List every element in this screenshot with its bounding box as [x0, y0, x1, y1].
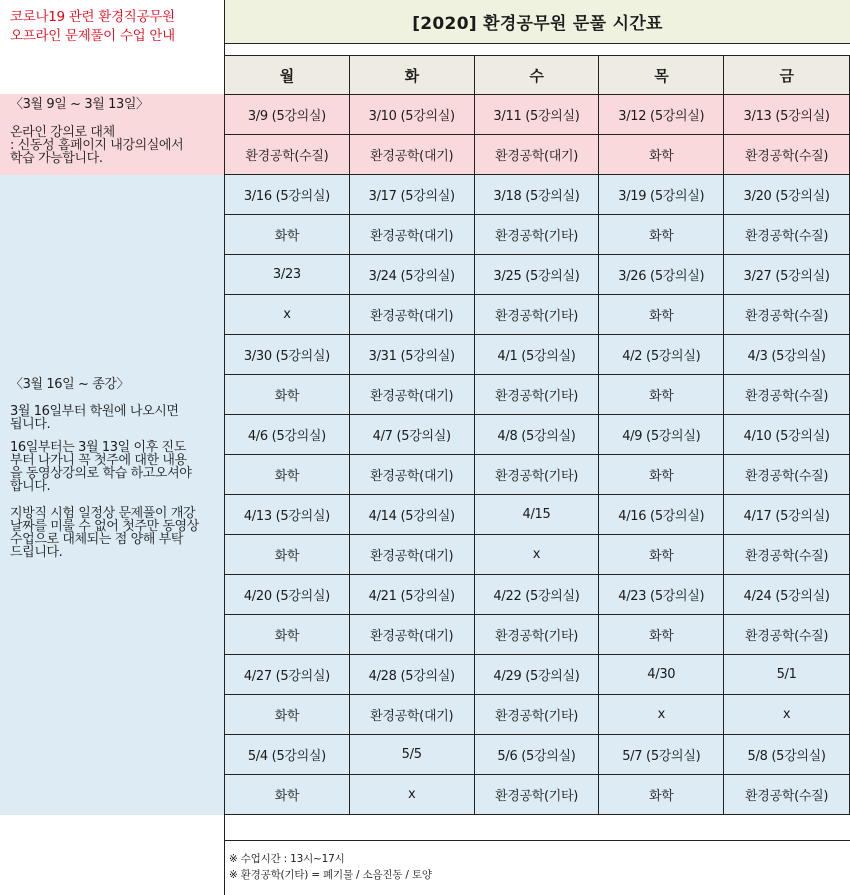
subject-cell: 환경공학(기타): [474, 375, 599, 415]
subject-row: [225, 775, 850, 815]
subject-cell: 환경공학(수질): [724, 455, 850, 495]
date-cell: 4/2 (5강의실): [599, 335, 724, 375]
subject-cell: 환경공학(수질): [724, 375, 850, 415]
footer-notes: [229, 851, 432, 883]
subject-cell: 환경공학(대기): [349, 375, 474, 415]
date-cell: 4/24 (5강의실): [724, 575, 850, 615]
subject-cell: 화학: [225, 695, 350, 735]
subject-cell: 환경공학(대기): [349, 295, 474, 335]
subject-cell: 화학: [599, 615, 724, 655]
date-cell: 3/30 (5강의실): [225, 335, 350, 375]
subject-cell: x: [724, 695, 850, 735]
subject-cell: 화학: [225, 215, 350, 255]
note-class-time: ※ 수업시간 : 13시~17시: [229, 853, 345, 865]
footer-divider: [225, 840, 850, 841]
day-header: 수: [474, 56, 599, 95]
subject-cell: 화학: [225, 455, 350, 495]
date-cell: 3/24 (5강의실): [349, 255, 474, 295]
subject-row: [225, 535, 850, 575]
subject-cell: x: [599, 695, 724, 735]
subject-cell: 환경공학(수질): [724, 135, 850, 175]
date-cell: 3/9 (5강의실): [225, 95, 350, 135]
date-cell: 3/23: [225, 255, 350, 295]
subject-cell: 화학: [599, 455, 724, 495]
date-cell: 4/7 (5강의실): [349, 415, 474, 455]
subject-cell: 환경공학(기타): [474, 295, 599, 335]
subject-cell: 환경공학(대기): [349, 215, 474, 255]
date-cell: 4/20 (5강의실): [225, 575, 350, 615]
date-cell: 3/19 (5강의실): [599, 175, 724, 215]
day-header: 금: [724, 56, 850, 95]
date-cell: 3/10 (5강의실): [349, 95, 474, 135]
date-cell: 4/10 (5강의실): [724, 415, 850, 455]
subject-cell: 환경공학(대기): [349, 695, 474, 735]
footer-area: [224, 815, 850, 895]
date-cell: 4/1 (5강의실): [474, 335, 599, 375]
date-cell: 3/27 (5강의실): [724, 255, 850, 295]
date-cell: 4/13 (5강의실): [225, 495, 350, 535]
date-cell: 3/31 (5강의실): [349, 335, 474, 375]
date-cell: 3/17 (5강의실): [349, 175, 474, 215]
subject-row: [225, 135, 850, 175]
subject-cell: 환경공학(수질): [724, 215, 850, 255]
date-cell: 4/29 (5강의실): [474, 655, 599, 695]
date-cell: 5/4 (5강의실): [225, 735, 350, 775]
page-title: [2020] 환경공무원 문풀 시간표: [224, 0, 850, 44]
subject-cell: 환경공학(기타): [474, 695, 599, 735]
date-cell: 3/25 (5강의실): [474, 255, 599, 295]
date-row: [225, 415, 850, 455]
spacer-row: [224, 44, 850, 55]
subject-cell: 환경공학(수질): [724, 295, 850, 335]
offline-note-2: 16일부터는 3월 13일 이후 진도 부터 나가니 꼭 첫주에 대한 내용 을 동영상강의로 학습 하고오셔야 합니다.: [10, 440, 192, 494]
subject-cell: 환경공학(기타): [474, 775, 599, 815]
date-cell: 5/1: [724, 655, 850, 695]
date-cell: 4/17 (5강의실): [724, 495, 850, 535]
subject-cell: 환경공학(대기): [349, 615, 474, 655]
subject-row: [225, 215, 850, 255]
subject-cell: x: [225, 295, 350, 335]
subject-cell: x: [349, 775, 474, 815]
date-row: [225, 95, 850, 135]
subject-cell: 환경공학(기타): [474, 215, 599, 255]
offline-note-3: 지방직 시험 일정상 문제풀이 개강 날짜를 미룰 수 없어 첫주만 동영상 수업으로 대체되는 점 양해 부탁 드립니다.: [10, 506, 199, 560]
note-env-other: ※ 환경공학(기타) = 폐기물 / 소음진동 / 토양: [229, 869, 432, 881]
subject-cell: 화학: [225, 775, 350, 815]
side-note-offline: [0, 175, 224, 815]
subject-row: [225, 615, 850, 655]
date-cell: 3/26 (5강의실): [599, 255, 724, 295]
date-row: [225, 255, 850, 295]
subject-cell: x: [474, 535, 599, 575]
subject-cell: 환경공학(대기): [349, 535, 474, 575]
subject-row: [225, 375, 850, 415]
date-cell: 4/14 (5강의실): [349, 495, 474, 535]
date-cell: 5/5: [349, 735, 474, 775]
subject-cell: 화학: [599, 375, 724, 415]
date-cell: 4/3 (5강의실): [724, 335, 850, 375]
date-cell: 4/23 (5강의실): [599, 575, 724, 615]
day-header: 목: [599, 56, 724, 95]
date-row: [225, 495, 850, 535]
date-cell: 5/6 (5강의실): [474, 735, 599, 775]
date-cell: 3/18 (5강의실): [474, 175, 599, 215]
date-cell: 4/16 (5강의실): [599, 495, 724, 535]
date-cell: 4/15: [474, 495, 599, 535]
date-cell: 4/21 (5강의실): [349, 575, 474, 615]
date-row: [225, 655, 850, 695]
subject-cell: 화학: [599, 295, 724, 335]
date-cell: 5/7 (5강의실): [599, 735, 724, 775]
date-cell: 5/8 (5강의실): [724, 735, 850, 775]
date-range-offline: 〈3월 16일 ~ 종강〉: [10, 377, 130, 392]
header-row: [225, 56, 850, 95]
date-cell: 4/28 (5강의실): [349, 655, 474, 695]
date-cell: 3/16 (5강의실): [225, 175, 350, 215]
notice-text: 코로나19 관련 환경직공무원 오프라인 문제풀이 수업 안내: [10, 9, 175, 44]
date-cell: 3/20 (5강의실): [724, 175, 850, 215]
online-description: 온라인 강의로 대체 : 신동성 홈페이지 내강의실에서 학습 가능합니다.: [10, 125, 184, 166]
date-row: [225, 335, 850, 375]
date-cell: 3/11 (5강의실): [474, 95, 599, 135]
subject-row: [225, 455, 850, 495]
subject-cell: 화학: [599, 135, 724, 175]
subject-cell: 환경공학(기타): [474, 455, 599, 495]
subject-cell: 환경공학(기타): [474, 615, 599, 655]
date-cell: 4/8 (5강의실): [474, 415, 599, 455]
day-header: 화: [349, 56, 474, 95]
subject-cell: 환경공학(대기): [349, 455, 474, 495]
subject-cell: 화학: [225, 375, 350, 415]
subject-cell: 환경공학(대기): [349, 135, 474, 175]
subject-cell: 환경공학(수질): [724, 535, 850, 575]
date-range-online: 〈3월 9일 ~ 3월 13일〉: [10, 97, 149, 112]
subject-cell: 화학: [599, 215, 724, 255]
subject-row: [225, 295, 850, 335]
subject-cell: 환경공학(수질): [724, 615, 850, 655]
subject-cell: 환경공학(수질): [225, 135, 350, 175]
offline-note-1: 3월 16일부터 학원에 나오시면 됩니다.: [10, 404, 179, 432]
date-cell: 3/12 (5강의실): [599, 95, 724, 135]
date-cell: 4/27 (5강의실): [225, 655, 350, 695]
date-cell: 4/22 (5강의실): [474, 575, 599, 615]
date-cell: 4/6 (5강의실): [225, 415, 350, 455]
date-row: [225, 575, 850, 615]
date-row: [225, 735, 850, 775]
subject-cell: 화학: [599, 535, 724, 575]
date-cell: 3/13 (5강의실): [724, 95, 850, 135]
schedule-table: [224, 55, 850, 815]
date-row: [225, 175, 850, 215]
subject-cell: 화학: [225, 615, 350, 655]
subject-cell: 화학: [599, 775, 724, 815]
day-header: 월: [225, 56, 350, 95]
subject-cell: 환경공학(대기): [474, 135, 599, 175]
side-note-online: [0, 94, 224, 175]
subject-row: [225, 695, 850, 735]
subject-cell: 화학: [225, 535, 350, 575]
date-cell: 4/30: [599, 655, 724, 695]
subject-cell: 환경공학(수질): [724, 775, 850, 815]
date-cell: 4/9 (5강의실): [599, 415, 724, 455]
